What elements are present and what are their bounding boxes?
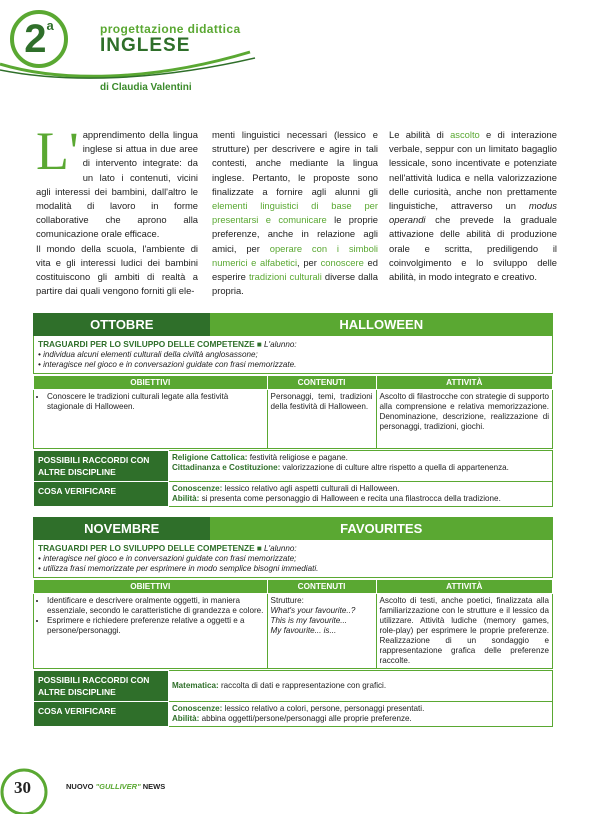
intro-column-2 [212, 128, 378, 298]
intro-paragraph: Il mondo della scuola, l'ambiente di vita e gli interessi ludici dei bambini costituiscono gli ambiti di realtà a partire dai quali vengono forniti gli ele- [36, 242, 198, 297]
traguardi-box [34, 540, 553, 578]
traguardi-lead: L'alunno: [264, 544, 297, 553]
structure-line: This is my favourite... [270, 616, 348, 625]
traguardi-text: individua alcuni elementi culturali della civiltà anglosassone; [43, 350, 258, 359]
traguardi-item: • individua alcuni elementi culturali della civiltà anglosassone; [38, 350, 258, 359]
intro-paragraph: apprendimento della lingua inglese si attua in due aree di intervento integrate: da un lato i contenuti, vicini agli interessi dei bambini, dall'altro le modalità di lavoro in forme collaborative che aprono alla comunicazione orale efficace. [36, 129, 198, 240]
verifica-subject: Conoscenze: [171, 484, 223, 493]
verifica-text: abbina oggetti/persone/personaggi alle proprie preferenze. [199, 714, 412, 723]
obiettivo-item: • Esprimere e richiedere preferenze relative a oggetti e a persone/personaggi. [47, 616, 264, 636]
col-obiettivi: OBIETTIVI [34, 376, 268, 390]
col-obiettivi: OBIETTIVI [34, 580, 268, 594]
topic-label: FAVOURITES [210, 518, 553, 540]
intro-text: menti linguistici necessari (lessico e strutture) per descrivere e agire in tali contesti, anche mediante la lingua inglese. Pertanto, le proposte sono finalizzate a fornire agli alunni gli [212, 129, 378, 197]
raccordi-label: POSSIBILI RACCORDI CON ALTRE DISCIPLINE [34, 671, 169, 702]
attivita-cell: Ascolto di filastrocche con strategie di supporto alla comprensione e relativa memorizzazione. Denominazione, descrizione, realizzazione di personaggi, tradizioni, giochi. [376, 390, 552, 449]
intro-text: Le abilità di [389, 129, 451, 140]
intro-highlight: elementi linguistici di base per presentarsi e comunicare [212, 200, 378, 226]
footer-brand [66, 782, 165, 791]
intro-italic: modus operandi [389, 200, 557, 226]
structure-line: What's your favourite..? [270, 606, 356, 615]
square-bullet-icon: ■ [256, 544, 262, 553]
traguardi-title: TRAGUARDI PER LO SVILUPPO DELLE COMPETENZE [38, 543, 255, 553]
grade-number: 2 [24, 17, 47, 61]
grade-badge [10, 10, 68, 68]
page-number: 30 [14, 778, 31, 797]
page-title: INGLESE [100, 35, 191, 56]
verificare-cell [168, 482, 552, 507]
intro-highlight: operare con i simboli numerici e alfabetici [212, 242, 378, 268]
topic-label: HALLOWEEN [210, 314, 553, 336]
contenuti-cell: Personaggi, temi, tradizioni della festività di Halloween. [267, 390, 376, 449]
structure-line: My favourite... is... [270, 626, 337, 635]
section-kicker: progettazione didattica [100, 22, 241, 36]
intro-highlight: conoscere [320, 256, 364, 268]
month-label: OTTOBRE [34, 314, 210, 336]
raccordi-cell [168, 671, 552, 702]
raccordi-cell [168, 451, 552, 482]
attivita-cell: Ascolto di testi, anche poetici, finalizzata alla familiarizzazione con le strutture e il lessico da utilizzare. Attività ludiche (memory games, role-play) per esprimere le proprie preferenze. Realizzazione di un sondaggio e rappresentazione grafica delle preferenze raccolte. [376, 594, 552, 669]
intro-text: che prevede la graduale attivazione delle abilità di produzione orale e scritta, prediligendo il coinvolgimento e lo sviluppo delle abilità, in modo integrato e creativo. [389, 214, 557, 283]
footer-ring-icon [0, 764, 64, 814]
raccordo-subject: Cittadinanza e Costituzione: [171, 463, 281, 472]
verifica-text: lessico relativo agli aspetti culturali di Halloween. [222, 484, 400, 493]
traguardi-item: • interagisce nel gioco e in conversazioni guidate con frasi memorizzate. [38, 360, 297, 369]
plan-table-ottobre [33, 313, 553, 507]
verificare-cell [168, 702, 552, 727]
col-contenuti: CONTENUTI [267, 376, 376, 390]
raccordo-subject: Religione Cattolica: [171, 453, 248, 462]
col-contenuti: CONTENUTI [267, 580, 376, 594]
traguardi-title: TRAGUARDI PER LO SVILUPPO DELLE COMPETENZE [38, 339, 255, 349]
brand-part: NEWS [142, 782, 166, 791]
obiettivo-item: • Conoscere le tradizioni culturali legate alla festività stagionale di Halloween. [47, 392, 264, 412]
verifica-text: lessico relativo a colori, persone, personaggi presentati. [222, 704, 425, 713]
intro-text: , per [297, 256, 321, 268]
intro-text: e di interazione verbale, seppur con un limitato bagaglio lessicale, sono incentivate e potenziate nell'attività ludica e nella valorizzazione delle curiosità, anche non prettamente linguistiche, attraverso un [389, 129, 557, 212]
traguardi-lead: L'alunno: [264, 340, 297, 349]
traguardi-box [34, 336, 553, 374]
brand-part: "GULLIVER" [95, 782, 141, 791]
plan-table-novembre [33, 517, 553, 727]
contenuti-lead: Strutture: [270, 596, 304, 605]
raccordo-subject: Matematica: [171, 681, 219, 690]
col-attivita: ATTIVITÀ [376, 580, 552, 594]
traguardi-text: interagisce nel gioco e in conversazioni guidate con frasi memorizzate. [43, 360, 297, 369]
intro-text: le proprie preferenze, anche in relazione agli amici, per [212, 214, 378, 254]
col-attivita: ATTIVITÀ [376, 376, 552, 390]
traguardi-text: utilizza frasi memorizzate per esprimere in modo semplice bisogni immediati. [43, 564, 319, 573]
intro-text: ed esperire [212, 256, 378, 283]
raccordo-text: festività religiose e pagane. [247, 453, 348, 462]
intro-text: diverse dalla propria. [212, 271, 378, 297]
raccordo-text: raccolta di dati e rappresentazione con grafici. [218, 681, 387, 690]
grade-suffix: a [46, 17, 54, 33]
verifica-text: si presenta come personaggio di Halloween e recita una filastrocca della tradizione. [199, 494, 501, 503]
verifica-subject: Conoscenze: [171, 704, 223, 713]
verifica-subject: Abilità: [171, 494, 200, 503]
intro-highlight: ascolto [450, 129, 480, 140]
traguardi-text: interagisce nel gioco e in conversazioni guidate con frasi memorizzate; [43, 554, 297, 563]
obiettivi-cell [34, 390, 268, 449]
verificare-label: COSA VERIFICARE [34, 702, 169, 727]
raccordi-label: POSSIBILI RACCORDI CON ALTRE DISCIPLINE [34, 451, 169, 482]
author-byline: di Claudia Valentini [100, 82, 192, 93]
square-bullet-icon: ■ [256, 340, 262, 349]
obiettivi-cell [34, 594, 268, 669]
intro-highlight: tradizioni culturali [248, 271, 322, 283]
intro-column-1 [36, 121, 198, 298]
dropcap: L' [36, 121, 79, 181]
traguardi-item: • interagisce nel gioco e in conversazioni guidate con frasi memorizzate; [38, 554, 297, 563]
verificare-label: COSA VERIFICARE [34, 482, 169, 507]
month-label: NOVEMBRE [34, 518, 210, 540]
obiettivo-item: • Identificare e descrivere oralmente oggetti, in maniera essenziale, secondo le caratteristiche di grandezza e colore. [47, 596, 264, 616]
raccordo-text: valorizzazione di culture altre rispetto a quella di appartenenza. [280, 463, 509, 472]
verifica-subject: Abilità: [171, 714, 200, 723]
intro-column-3 [389, 128, 557, 284]
traguardi-item: • utilizza frasi memorizzate per esprimere in modo semplice bisogni immediati. [38, 564, 319, 573]
contenuti-cell [267, 594, 376, 669]
brand-part: NUOVO [66, 782, 94, 791]
